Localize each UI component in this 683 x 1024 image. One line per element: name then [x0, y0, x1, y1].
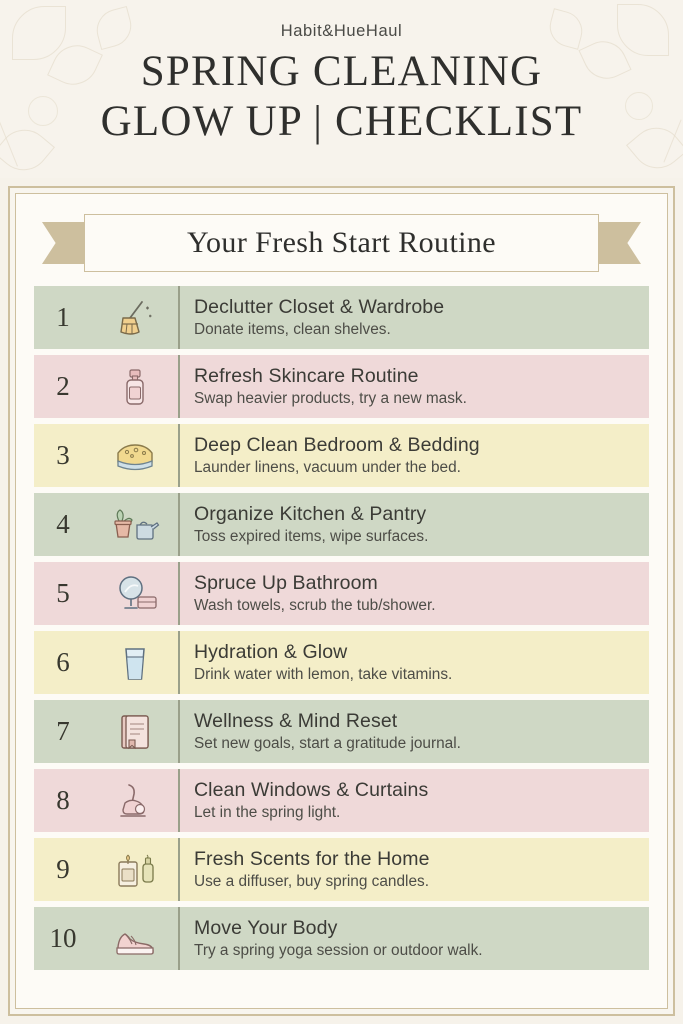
water-glass-icon [92, 631, 178, 694]
checklist-row-subtitle: Toss expired items, wipe surfaces. [194, 527, 429, 545]
poster-header [0, 0, 683, 178]
checklist-row-number: 4 [56, 509, 70, 539]
checklist-row-number: 2 [56, 371, 70, 401]
checklist-row-number: 7 [56, 716, 70, 746]
checklist-row[interactable] [34, 424, 649, 487]
checklist-row[interactable] [34, 907, 649, 970]
checklist-row-title: Organize Kitchen & Pantry [194, 502, 427, 525]
checklist-row-title: Declutter Closet & Wardrobe [194, 295, 445, 318]
broom-icon [92, 286, 178, 349]
serum-bottle-icon [92, 355, 178, 418]
checklist-row-title: Fresh Scents for the Home [194, 847, 430, 870]
sponge-icon [92, 424, 178, 487]
checklist-row-subtitle: Donate items, clean shelves. [194, 320, 391, 338]
sneaker-icon [92, 907, 178, 970]
checklist-row[interactable] [34, 700, 649, 763]
checklist-row-text [178, 355, 649, 418]
checklist-row-text [178, 700, 649, 763]
checklist-row-subtitle: Launder linens, vacuum under the bed. [194, 458, 461, 476]
checklist-row[interactable] [34, 493, 649, 556]
checklist-row-title: Hydration & Glow [194, 640, 348, 663]
checklist-row-title: Refresh Skincare Routine [194, 364, 419, 387]
checklist-row-number: 6 [56, 647, 70, 677]
plant-watering-can-icon [92, 493, 178, 556]
checklist-row[interactable] [34, 838, 649, 901]
checklist-row-text [178, 493, 649, 556]
vacuum-icon [92, 769, 178, 832]
checklist-row-number: 5 [56, 578, 70, 608]
ribbon-label: Your Fresh Start Routine [186, 226, 497, 259]
checklist-panel-inner [15, 193, 668, 1009]
checklist-row-number: 8 [56, 785, 70, 815]
checklist-row[interactable] [34, 631, 649, 694]
checklist-panel [8, 186, 675, 1016]
checklist-row-subtitle: Let in the spring light. [194, 803, 341, 821]
journal-icon [92, 700, 178, 763]
checklist-row-title: Clean Windows & Curtains [194, 778, 429, 801]
checklist-row-number: 9 [56, 854, 70, 884]
checklist-row-text [178, 424, 649, 487]
poster-title-line1: SPRING CLEANING [140, 48, 543, 95]
checklist-row-subtitle: Swap heavier products, try a new mask. [194, 389, 467, 407]
checklist-row-number: 10 [49, 923, 77, 953]
checklist-row-subtitle: Wash towels, scrub the tub/shower. [194, 596, 436, 614]
checklist-row-number: 3 [56, 440, 70, 470]
checklist-row[interactable] [34, 769, 649, 832]
checklist-row-title: Deep Clean Bedroom & Bedding [194, 433, 480, 456]
brand-name: Habit&HueHaul [280, 22, 403, 40]
checklist-row-number: 1 [56, 302, 70, 332]
poster-title-line2: GLOW UP | CHECKLIST [100, 98, 583, 146]
mirror-towel-icon [92, 562, 178, 625]
checklist-row-subtitle: Use a diffuser, buy spring candles. [194, 872, 429, 890]
checklist-row-title: Spruce Up Bathroom [194, 571, 378, 594]
checklist-row-text [178, 286, 649, 349]
checklist-row-text [178, 769, 649, 832]
checklist-row[interactable] [34, 562, 649, 625]
ribbon-banner [34, 214, 649, 276]
candle-oil-icon [92, 838, 178, 901]
checklist-row-subtitle: Set new goals, start a gratitude journal. [194, 734, 461, 752]
checklist [34, 286, 649, 970]
checklist-row-text [178, 562, 649, 625]
checklist-row-title: Move Your Body [194, 916, 338, 939]
checklist-row-subtitle: Try a spring yoga session or outdoor walk. [194, 941, 483, 959]
checklist-row-text [178, 631, 649, 694]
checklist-row[interactable] [34, 286, 649, 349]
ribbon-center [84, 214, 599, 272]
checklist-row-subtitle: Drink water with lemon, take vitamins. [194, 665, 453, 683]
checklist-row-text [178, 907, 649, 970]
checklist-row-title: Wellness & Mind Reset [194, 709, 398, 732]
checklist-row[interactable] [34, 355, 649, 418]
checklist-row-text [178, 838, 649, 901]
